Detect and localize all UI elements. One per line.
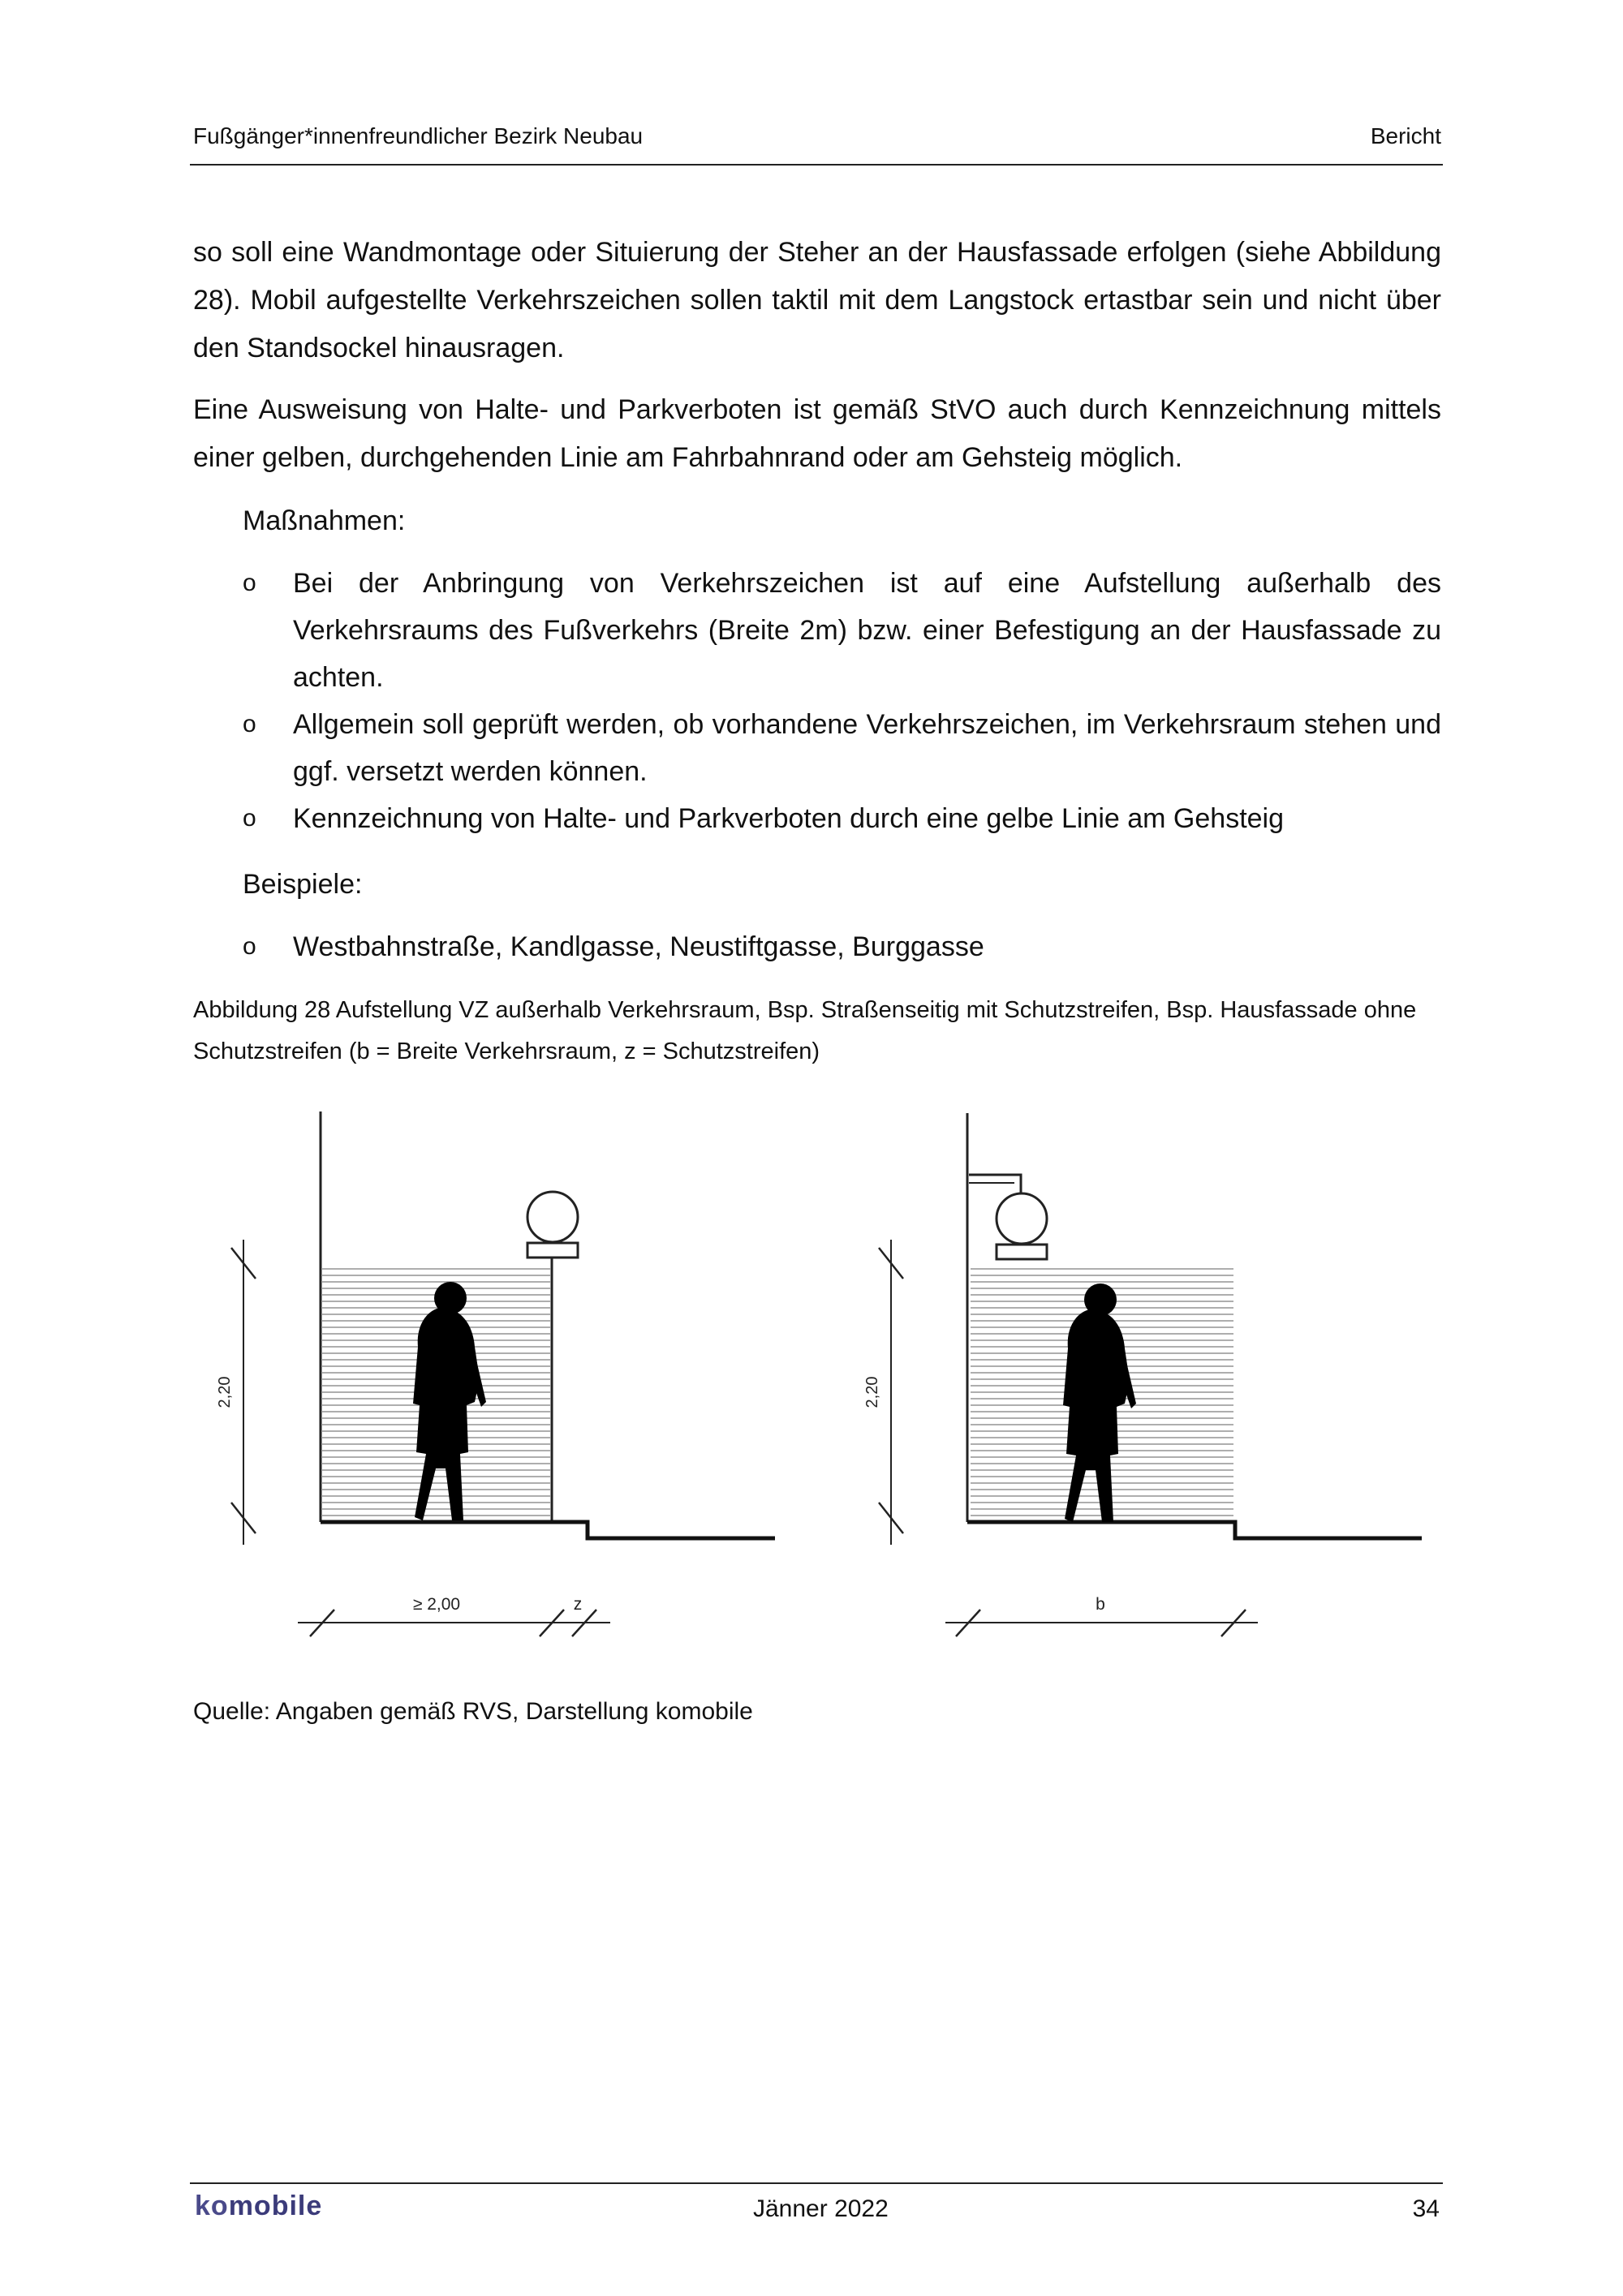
figure-caption: Abbildung 28 Aufstellung VZ außerhalb Verkehrsraum, Bsp. Straßenseitig mit Schutzstreifen, Bsp. Hausfassade ohne Schutzstreifen (b = Breite Verkehrsraum, z = Schutzstreifen) [193, 997, 1417, 1064]
right-width-label: b [1096, 1595, 1105, 1614]
left-ground-curb [321, 1522, 775, 1538]
left-diagram-street-side [216, 1111, 775, 1636]
right-height-label: 2,20 [863, 1376, 881, 1408]
massnahmen-heading: Maßnahmen: [243, 505, 406, 536]
left-sign-plate [527, 1243, 578, 1258]
bullet-icon: o [243, 711, 256, 737]
list-item-text: Bei der Anbringung von Verkehrszeichen ist auf eine Aufstellung außerhalb des Verkehrsraums des Fußverkehrs (Breite 2m) bzw. einer Befestigung an der Hausfassade zu achten. [293, 568, 1441, 693]
logo-part-ko: ko [195, 2191, 229, 2221]
left-strip-label: z [573, 1595, 583, 1614]
paragraph-wall-mounting: so soll eine Wandmontage oder Situierung der Steher an der Hausfassade erfolgen (siehe Abbildung 28). Mobil aufgestellte Verkehrszeichen sollen taktil mit dem Langstock ertastbar sein und nicht über den Standsockel hinausragen. [193, 237, 1441, 363]
bullet-icon: o [243, 805, 256, 832]
header-document-title: Fußgänger*innenfreundlicher Bezirk Neubau [193, 123, 644, 148]
left-height-label: 2,20 [216, 1376, 234, 1408]
left-sign-disk [527, 1192, 578, 1242]
list-item-text: Kennzeichnung von Halte- und Parkverboten durch eine gelbe Linie am Gehsteig [293, 803, 1285, 834]
paragraph-parking-ban-marking: Eine Ausweisung von Halte- und Parkverboten ist gemäß StVO auch durch Kennzeichnung mittels einer gelben, durchgehenden Linie am Fahrbahnrand oder am Gehsteig möglich. [193, 394, 1441, 473]
page-number: 34 [1412, 2195, 1440, 2222]
logo-part-mobile: mobile [228, 2191, 323, 2221]
right-sign-disk [997, 1193, 1047, 1244]
right-diagram-facade [863, 1113, 1422, 1636]
header-section-label: Bericht [1370, 123, 1441, 148]
right-sign-plate [997, 1245, 1047, 1259]
footer-date: Jänner 2022 [753, 2195, 889, 2222]
bullet-icon: o [243, 933, 256, 960]
footer-divider [190, 2182, 1443, 2184]
komobile-logo [195, 2191, 322, 2222]
bullet-icon: o [243, 570, 256, 596]
list-item-text: Westbahnstraße, Kandlgasse, Neustiftgasse, Burggasse [293, 931, 984, 962]
left-width-label: ≥ 2,00 [412, 1595, 461, 1614]
right-ground-curb [967, 1522, 1422, 1538]
list-item-text: Allgemein soll geprüft werden, ob vorhandene Verkehrszeichen, im Verkehrsraum stehen und ggf. versetzt werden können. [293, 709, 1441, 787]
beispiele-heading: Beispiele: [243, 869, 363, 900]
figure-source: Quelle: Angaben gemäß RVS, Darstellung komobile [193, 1698, 753, 1725]
